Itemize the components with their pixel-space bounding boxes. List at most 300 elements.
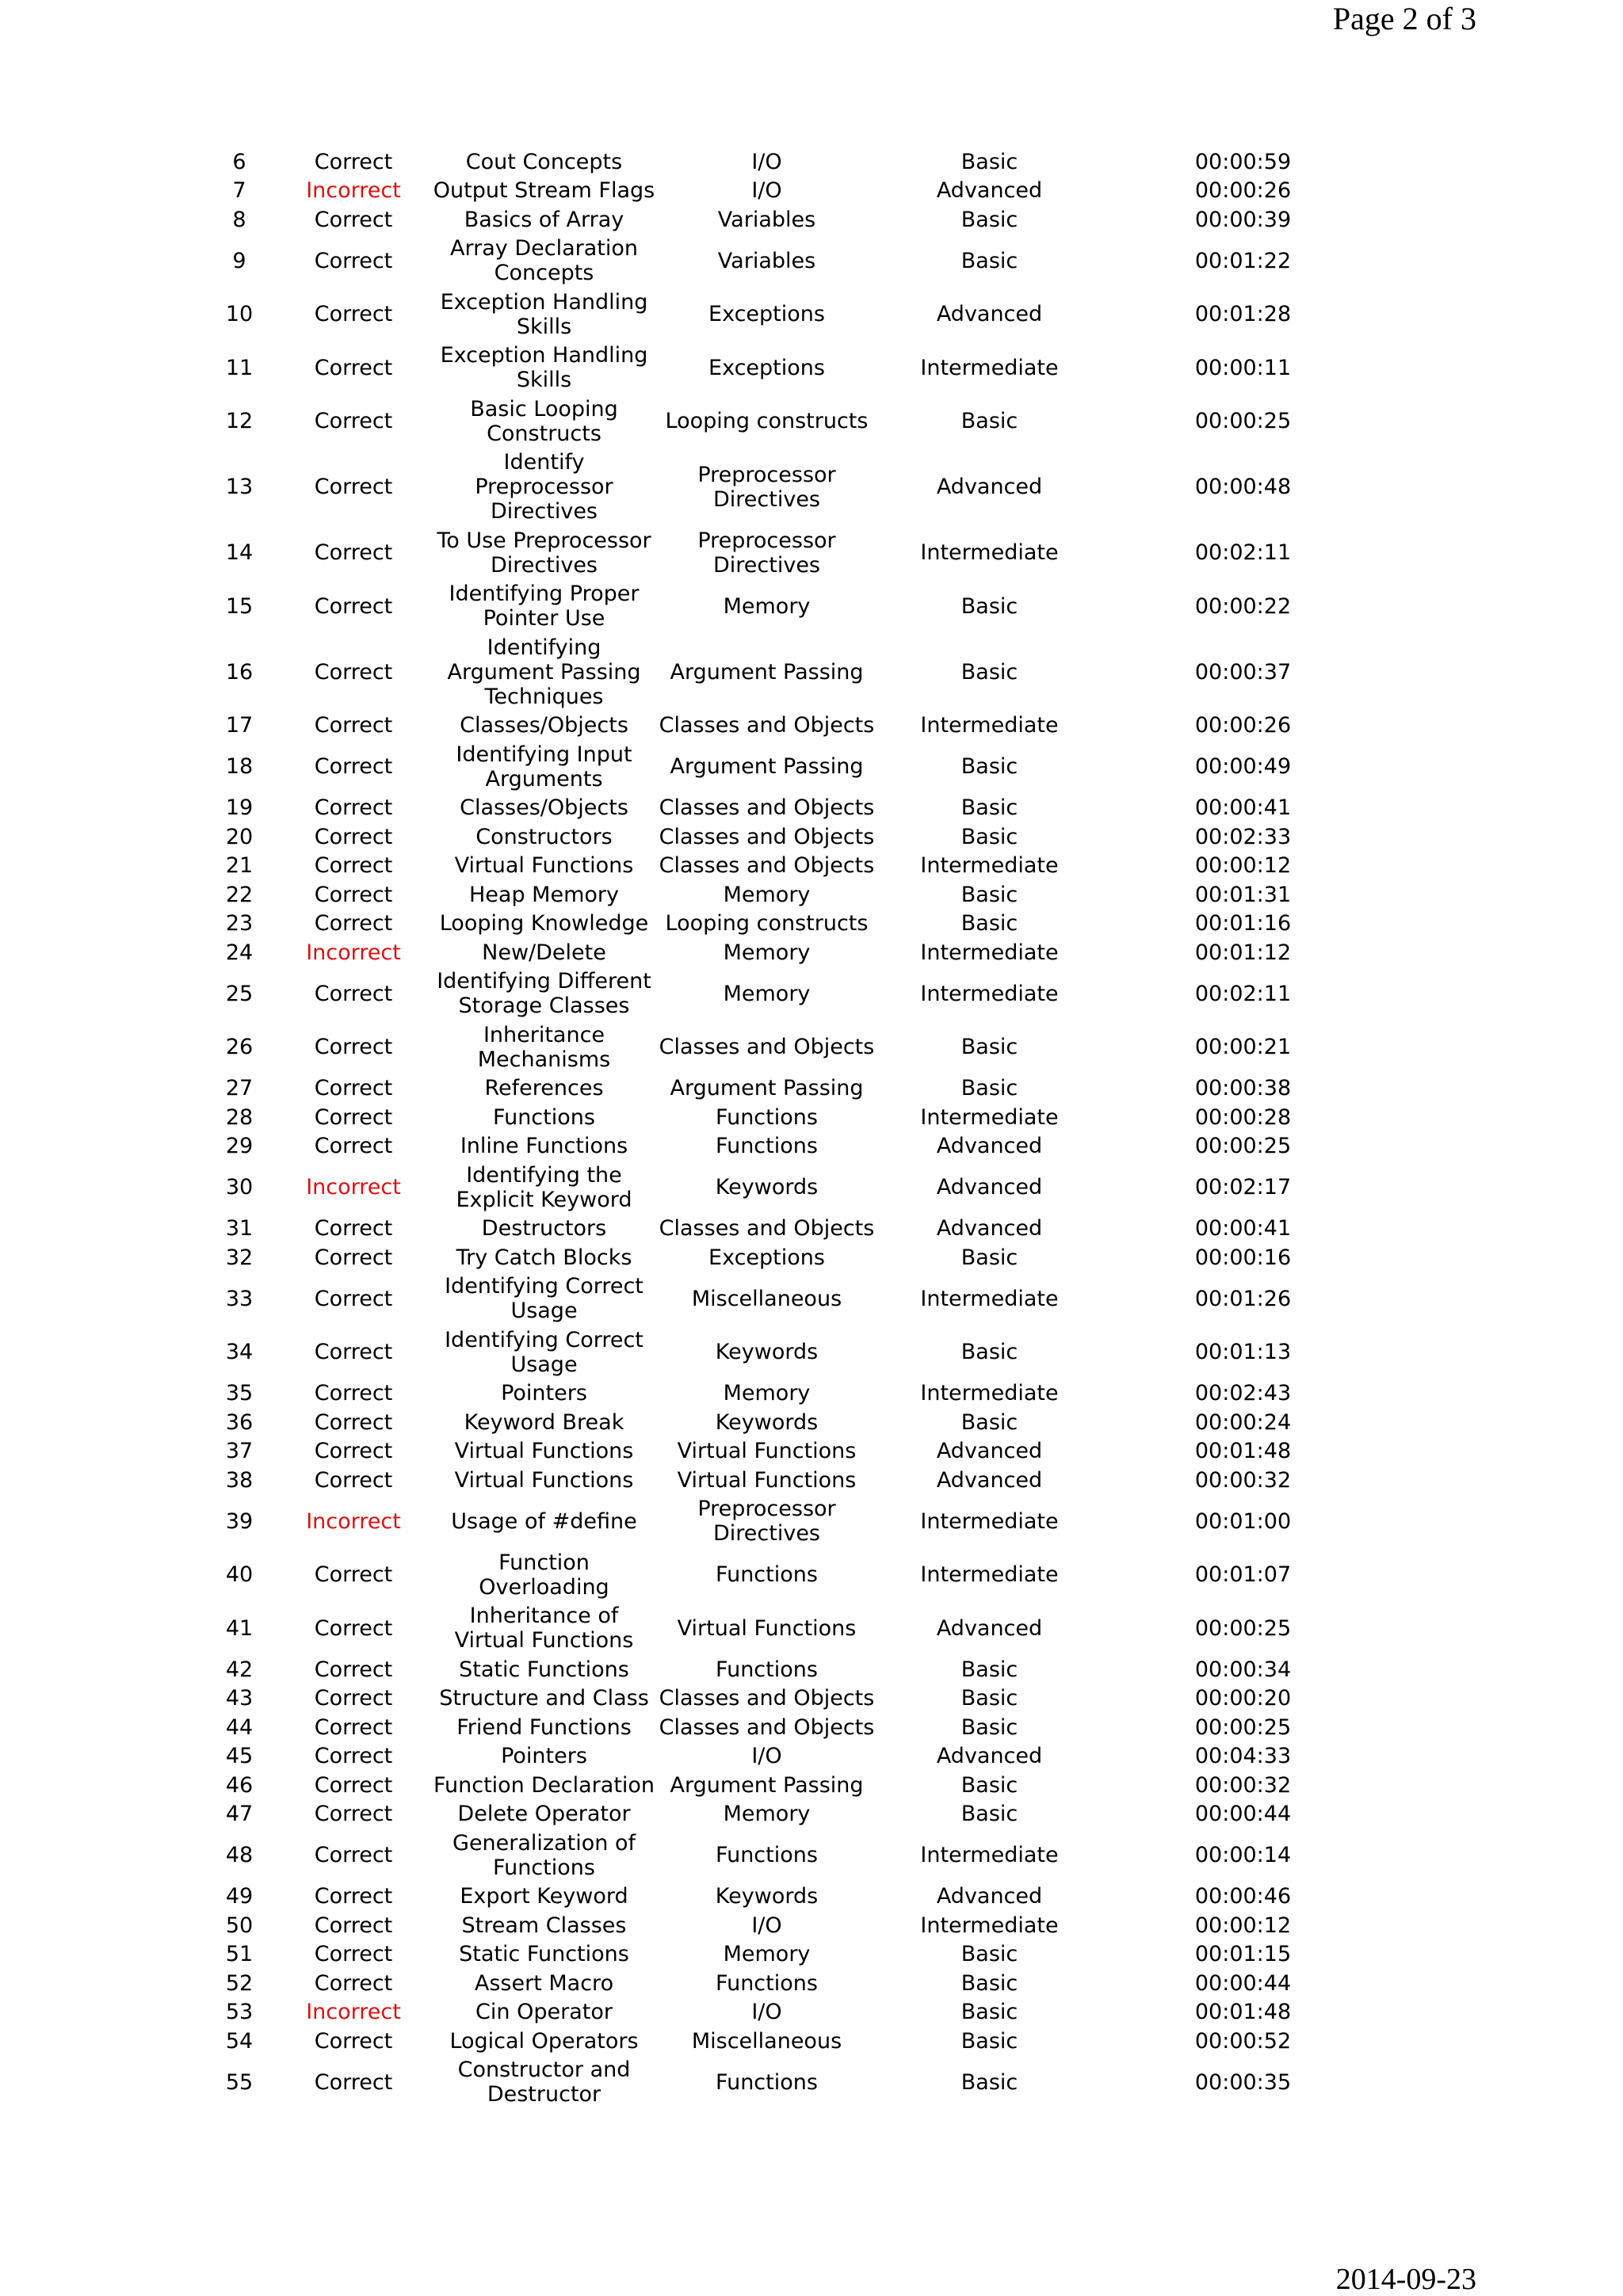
table-row <box>204 177 1385 206</box>
table-row <box>204 1074 1385 1104</box>
topic-cell: Cin Operator <box>475 2000 613 2025</box>
difficulty-cell: Basic <box>960 248 1018 273</box>
difficulty-cell: Intermediate <box>920 1104 1059 1130</box>
result-status: Correct <box>314 1884 393 1909</box>
topic-cell: Static Functions <box>459 1657 629 1682</box>
topic-cell: Inheritance Mechanisms <box>477 1022 611 1072</box>
time-taken: 00:01:48 <box>1194 1439 1292 1464</box>
result-status: Correct <box>314 1134 393 1159</box>
topic-cell: Functions <box>493 1104 595 1130</box>
table-row <box>204 147 1385 177</box>
difficulty-cell: Basic <box>960 1772 1018 1798</box>
time-taken: 00:00:16 <box>1194 1245 1292 1270</box>
question-number: 11 <box>225 355 254 380</box>
difficulty-cell: Basic <box>960 1340 1018 1365</box>
topic-cell: Identifying Proper Pointer Use <box>449 582 640 631</box>
time-taken: 00:00:25 <box>1194 1615 1292 1641</box>
time-taken: 00:00:12 <box>1194 1913 1292 1938</box>
difficulty-cell: Basic <box>960 824 1018 849</box>
result-status: Correct <box>314 409 393 434</box>
subject-cell: Virtual Functions <box>677 1467 857 1493</box>
result-status: Correct <box>314 1657 393 1682</box>
question-number: 32 <box>225 1245 254 1270</box>
subject-cell: Keywords <box>715 1409 819 1435</box>
difficulty-cell: Basic <box>960 207 1018 232</box>
subject-cell: Memory <box>723 1381 811 1406</box>
question-number: 35 <box>225 1381 254 1406</box>
question-number: 47 <box>225 1802 254 1827</box>
time-taken: 00:00:32 <box>1194 1467 1292 1493</box>
result-status: Incorrect <box>306 1508 401 1534</box>
subject-cell: Functions <box>716 1657 818 1682</box>
time-taken: 00:00:41 <box>1194 795 1292 821</box>
topic-cell: Export Keyword <box>460 1884 628 1909</box>
question-number: 12 <box>225 409 254 434</box>
topic-cell: Logical Operators <box>449 2028 639 2054</box>
table-row <box>204 1940 1385 1970</box>
subject-cell: Miscellaneous <box>691 2028 842 2054</box>
table-row <box>204 1998 1385 2027</box>
subject-cell: Exceptions <box>708 355 825 380</box>
time-taken: 00:01:26 <box>1194 1286 1292 1311</box>
question-number: 9 <box>232 248 246 273</box>
table-row <box>204 395 1385 448</box>
question-number: 44 <box>225 1714 254 1740</box>
topic-cell: Array Declaration Concepts <box>450 236 638 286</box>
question-number: 39 <box>225 1508 254 1534</box>
result-status: Correct <box>314 149 393 174</box>
result-status: Correct <box>314 1615 393 1641</box>
result-status: Correct <box>314 659 393 685</box>
subject-cell: I/O <box>751 1913 782 1938</box>
result-status: Incorrect <box>306 1175 401 1200</box>
result-status: Correct <box>314 2069 393 2095</box>
table-row <box>204 1103 1385 1132</box>
time-taken: 00:01:28 <box>1194 302 1292 327</box>
result-status: Correct <box>314 540 393 566</box>
topic-cell: Try Catch Blocks <box>456 1245 632 1270</box>
subject-cell: Argument Passing <box>670 659 864 685</box>
table-row <box>204 852 1385 881</box>
result-status: Correct <box>314 1714 393 1740</box>
subject-cell: Preprocessor Directives <box>697 1497 836 1547</box>
subject-cell: I/O <box>751 2000 782 2025</box>
time-taken: 00:01:13 <box>1194 1340 1292 1365</box>
topic-cell: Exception Handling Skills <box>440 343 648 393</box>
result-status: Correct <box>314 1970 393 1996</box>
time-taken: 00:00:11 <box>1194 355 1292 380</box>
time-taken: 00:00:25 <box>1194 1714 1292 1740</box>
topic-cell: Identifying Different Storage Classes <box>437 969 651 1019</box>
question-number: 25 <box>225 981 254 1006</box>
topic-cell: Identifying Correct Usage <box>445 1274 643 1324</box>
topic-cell: Function Declaration <box>433 1772 655 1798</box>
difficulty-cell: Basic <box>960 2000 1018 2025</box>
subject-cell: Functions <box>716 1134 818 1159</box>
subject-cell: Virtual Functions <box>677 1615 857 1641</box>
difficulty-cell: Basic <box>960 149 1018 174</box>
difficulty-cell: Basic <box>960 754 1018 780</box>
result-status: Correct <box>314 981 393 1006</box>
difficulty-cell: Basic <box>960 2028 1018 2054</box>
table-row <box>204 580 1385 634</box>
time-taken: 00:00:24 <box>1194 1409 1292 1435</box>
time-taken: 00:00:44 <box>1194 1970 1292 1996</box>
time-taken: 00:02:43 <box>1194 1381 1292 1406</box>
subject-cell: Memory <box>723 981 811 1006</box>
difficulty-cell: Basic <box>960 1714 1018 1740</box>
result-status: Incorrect <box>306 2000 401 2025</box>
result-status: Correct <box>314 1942 393 1967</box>
result-status: Correct <box>314 713 393 738</box>
topic-cell: Keyword Break <box>464 1409 624 1435</box>
difficulty-cell: Advanced <box>936 178 1043 204</box>
difficulty-cell: Basic <box>960 1035 1018 1060</box>
subject-cell: I/O <box>751 178 782 204</box>
subject-cell: Classes and Objects <box>659 795 875 821</box>
question-number: 48 <box>225 1843 254 1868</box>
result-status: Correct <box>314 2028 393 2054</box>
result-status: Correct <box>314 1340 393 1365</box>
time-taken: 00:02:17 <box>1194 1175 1292 1200</box>
difficulty-cell: Intermediate <box>920 1508 1059 1534</box>
footer-date: 2014-09-23 <box>1335 2263 1476 2296</box>
result-status: Correct <box>314 1216 393 1241</box>
table-row <box>204 910 1385 939</box>
time-taken: 00:04:33 <box>1194 1744 1292 1769</box>
subject-cell: Looping constructs <box>665 409 869 434</box>
topic-cell: Inheritance of Virtual Functions <box>454 1604 634 1653</box>
time-taken: 00:00:38 <box>1194 1076 1292 1101</box>
table-row <box>204 1655 1385 1684</box>
question-number: 8 <box>232 207 246 232</box>
table-row <box>204 1742 1385 1772</box>
topic-cell: Structure and Class <box>439 1686 649 1711</box>
topic-cell: Exception Handling Skills <box>440 289 648 339</box>
result-status: Correct <box>314 1409 393 1435</box>
table-row <box>204 740 1385 794</box>
question-number: 55 <box>225 2069 254 2095</box>
time-taken: 00:01:31 <box>1194 882 1292 907</box>
table-row <box>204 1602 1385 1656</box>
table-row <box>204 1548 1385 1602</box>
results-table-body <box>204 147 1385 2109</box>
time-taken: 00:01:16 <box>1194 911 1292 936</box>
question-number: 18 <box>225 754 254 780</box>
result-status: Correct <box>314 1772 393 1798</box>
time-taken: 00:01:00 <box>1194 1508 1292 1534</box>
topic-cell: Basics of Array <box>464 207 624 232</box>
result-status: Correct <box>314 795 393 821</box>
result-status: Correct <box>314 911 393 936</box>
difficulty-cell: Intermediate <box>920 355 1059 380</box>
question-number: 15 <box>225 593 254 619</box>
subject-cell: Classes and Objects <box>659 853 875 879</box>
question-number: 41 <box>225 1615 254 1641</box>
topic-cell: New/Delete <box>482 940 606 965</box>
result-status: Correct <box>314 207 393 232</box>
question-number: 36 <box>225 1409 254 1435</box>
topic-cell: Inline Functions <box>460 1134 628 1159</box>
topic-cell: Constructors <box>475 824 613 849</box>
time-taken: 00:02:11 <box>1194 540 1292 566</box>
table-row <box>204 1161 1385 1215</box>
question-number: 14 <box>225 540 254 566</box>
result-status: Correct <box>314 1035 393 1060</box>
topic-cell: Destructors <box>481 1216 607 1241</box>
time-taken: 00:00:20 <box>1194 1686 1292 1711</box>
question-number: 37 <box>225 1439 254 1464</box>
result-status: Correct <box>314 1843 393 1868</box>
time-taken: 00:01:07 <box>1194 1562 1292 1588</box>
question-number: 34 <box>225 1340 254 1365</box>
question-number: 54 <box>225 2028 254 2054</box>
question-number: 42 <box>225 1657 254 1682</box>
results-table <box>204 147 1385 2109</box>
subject-cell: Argument Passing <box>670 1772 864 1798</box>
result-status: Correct <box>314 355 393 380</box>
subject-cell: Memory <box>723 1942 811 1967</box>
subject-cell: Memory <box>723 593 811 619</box>
result-status: Correct <box>314 1286 393 1311</box>
question-number: 53 <box>225 2000 254 2025</box>
difficulty-cell: Basic <box>960 1802 1018 1827</box>
difficulty-cell: Basic <box>960 593 1018 619</box>
table-row <box>204 822 1385 852</box>
time-taken: 00:00:12 <box>1194 853 1292 879</box>
table-row <box>204 1969 1385 1998</box>
time-taken: 00:01:12 <box>1194 940 1292 965</box>
time-taken: 00:00:14 <box>1194 1843 1292 1868</box>
subject-cell: Memory <box>723 882 811 907</box>
subject-cell: Argument Passing <box>670 754 864 780</box>
table-row <box>204 341 1385 395</box>
difficulty-cell: Intermediate <box>920 540 1059 566</box>
difficulty-cell: Basic <box>960 659 1018 685</box>
topic-cell: To Use Preprocessor Directives <box>437 528 651 578</box>
difficulty-cell: Basic <box>960 1942 1018 1967</box>
time-taken: 00:00:34 <box>1194 1657 1292 1682</box>
table-row <box>204 1466 1385 1495</box>
time-taken: 00:00:28 <box>1194 1104 1292 1130</box>
time-taken: 00:00:35 <box>1194 2069 1292 2095</box>
difficulty-cell: Basic <box>960 882 1018 907</box>
subject-cell: Classes and Objects <box>659 824 875 849</box>
table-row <box>204 2056 1385 2110</box>
subject-cell: Functions <box>716 1104 818 1130</box>
table-row <box>204 1882 1385 1912</box>
table-row <box>204 1379 1385 1409</box>
difficulty-cell: Intermediate <box>920 1843 1059 1868</box>
time-taken: 00:00:49 <box>1194 754 1292 780</box>
question-number: 31 <box>225 1216 254 1241</box>
question-number: 21 <box>225 853 254 879</box>
topic-cell: Output Stream Flags <box>433 178 655 204</box>
difficulty-cell: Intermediate <box>920 1286 1059 1311</box>
subject-cell: Classes and Objects <box>659 1714 875 1740</box>
question-number: 19 <box>225 795 254 821</box>
subject-cell: Memory <box>723 940 811 965</box>
difficulty-cell: Intermediate <box>920 940 1059 965</box>
table-row <box>204 967 1385 1021</box>
table-row <box>204 1684 1385 1714</box>
difficulty-cell: Intermediate <box>920 853 1059 879</box>
topic-cell: References <box>484 1076 604 1101</box>
table-row <box>204 938 1385 967</box>
time-taken: 00:00:39 <box>1194 207 1292 232</box>
result-status: Correct <box>314 1802 393 1827</box>
question-number: 16 <box>225 659 254 685</box>
time-taken: 00:00:37 <box>1194 659 1292 685</box>
table-row <box>204 1215 1385 1244</box>
result-status: Correct <box>314 853 393 879</box>
subject-cell: Classes and Objects <box>659 1035 875 1060</box>
difficulty-cell: Basic <box>960 1657 1018 1682</box>
question-number: 27 <box>225 1076 254 1101</box>
result-status: Correct <box>314 1104 393 1130</box>
result-status: Correct <box>314 1467 393 1493</box>
difficulty-cell: Intermediate <box>920 713 1059 738</box>
question-number: 33 <box>225 1286 254 1311</box>
result-status: Correct <box>314 1562 393 1588</box>
time-taken: 00:01:15 <box>1194 1942 1292 1967</box>
table-row <box>204 448 1385 527</box>
time-taken: 00:00:26 <box>1194 713 1292 738</box>
result-status: Correct <box>314 1439 393 1464</box>
topic-cell: Friend Functions <box>456 1714 632 1740</box>
table-row <box>204 794 1385 823</box>
subject-cell: Classes and Objects <box>659 713 875 738</box>
subject-cell: Functions <box>716 2069 818 2095</box>
time-taken: 00:00:25 <box>1194 409 1292 434</box>
difficulty-cell: Basic <box>960 1245 1018 1270</box>
subject-cell: I/O <box>751 1744 782 1769</box>
question-number: 38 <box>225 1467 254 1493</box>
topic-cell: Cout Concepts <box>465 149 623 174</box>
subject-cell: Miscellaneous <box>691 1286 842 1311</box>
question-number: 17 <box>225 713 254 738</box>
topic-cell: Heap Memory <box>469 882 619 907</box>
table-row <box>204 1800 1385 1829</box>
subject-cell: Keywords <box>715 1175 819 1200</box>
time-taken: 00:00:22 <box>1194 593 1292 619</box>
difficulty-cell: Intermediate <box>920 1562 1059 1588</box>
subject-cell: Classes and Objects <box>659 1686 875 1711</box>
question-number: 52 <box>225 1970 254 1996</box>
topic-cell: Identify Preprocessor Directives <box>475 450 613 524</box>
topic-cell: Assert Macro <box>474 1970 614 1996</box>
question-number: 46 <box>225 1772 254 1798</box>
table-row <box>204 633 1385 711</box>
subject-cell: Exceptions <box>708 1245 825 1270</box>
topic-cell: Looping Knowledge <box>439 911 649 936</box>
topic-cell: Identifying Input Arguments <box>456 742 632 791</box>
topic-cell: Function Overloading <box>479 1550 609 1600</box>
question-number: 10 <box>225 302 254 327</box>
subject-cell: Looping constructs <box>665 911 869 936</box>
result-status: Correct <box>314 1686 393 1711</box>
question-number: 24 <box>225 940 254 965</box>
topic-cell: Static Functions <box>459 1942 629 1967</box>
difficulty-cell: Basic <box>960 409 1018 434</box>
result-status: Correct <box>314 1744 393 1769</box>
topic-cell: Identifying Correct Usage <box>445 1327 643 1377</box>
time-taken: 00:00:21 <box>1194 1035 1292 1060</box>
subject-cell: Preprocessor Directives <box>697 462 836 512</box>
table-row <box>204 711 1385 741</box>
question-number: 20 <box>225 824 254 849</box>
difficulty-cell: Intermediate <box>920 981 1059 1006</box>
difficulty-cell: Basic <box>960 911 1018 936</box>
subject-cell: Variables <box>717 207 816 232</box>
difficulty-cell: Advanced <box>936 475 1043 500</box>
difficulty-cell: Intermediate <box>920 1913 1059 1938</box>
time-taken: 00:00:48 <box>1194 475 1292 500</box>
time-taken: 00:00:41 <box>1194 1216 1292 1241</box>
table-row <box>204 1020 1385 1074</box>
topic-cell: Usage of #define <box>451 1508 637 1534</box>
subject-cell: Classes and Objects <box>659 1216 875 1241</box>
topic-cell: Identifying Argument Passing Techniques <box>447 635 641 709</box>
result-status: Correct <box>314 1913 393 1938</box>
table-row <box>204 1437 1385 1466</box>
question-number: 22 <box>225 882 254 907</box>
result-status: Correct <box>314 1381 393 1406</box>
topic-cell: Classes/Objects <box>460 795 628 821</box>
result-status: Incorrect <box>306 178 401 204</box>
question-number: 23 <box>225 911 254 936</box>
question-number: 50 <box>225 1913 254 1938</box>
table-row <box>204 526 1385 580</box>
question-number: 7 <box>232 178 246 204</box>
topic-cell: Virtual Functions <box>454 853 634 879</box>
table-row <box>204 1771 1385 1800</box>
difficulty-cell: Advanced <box>936 1175 1043 1200</box>
difficulty-cell: Intermediate <box>920 1381 1059 1406</box>
subject-cell: Argument Passing <box>670 1076 864 1101</box>
table-row <box>204 880 1385 910</box>
difficulty-cell: Basic <box>960 2069 1018 2095</box>
difficulty-cell: Advanced <box>936 302 1043 327</box>
difficulty-cell: Advanced <box>936 1134 1043 1159</box>
topic-cell: Pointers <box>501 1744 587 1769</box>
difficulty-cell: Advanced <box>936 1884 1043 1909</box>
table-row <box>204 1713 1385 1742</box>
difficulty-cell: Basic <box>960 1409 1018 1435</box>
question-number: 26 <box>225 1035 254 1060</box>
question-number: 51 <box>225 1942 254 1967</box>
question-number: 49 <box>225 1884 254 1909</box>
question-number: 29 <box>225 1134 254 1159</box>
difficulty-cell: Basic <box>960 795 1018 821</box>
topic-cell: Virtual Functions <box>454 1439 634 1464</box>
time-taken: 00:02:11 <box>1194 981 1292 1006</box>
time-taken: 00:00:52 <box>1194 2028 1292 2054</box>
topic-cell: Pointers <box>501 1381 587 1406</box>
difficulty-cell: Advanced <box>936 1615 1043 1641</box>
table-row <box>204 1272 1385 1326</box>
result-status: Correct <box>314 882 393 907</box>
topic-cell: Delete Operator <box>457 1802 631 1827</box>
result-status: Correct <box>314 302 393 327</box>
difficulty-cell: Advanced <box>936 1439 1043 1464</box>
question-number: 45 <box>225 1744 254 1769</box>
table-row <box>204 1243 1385 1272</box>
difficulty-cell: Advanced <box>936 1467 1043 1493</box>
question-number: 6 <box>232 149 246 174</box>
subject-cell: Functions <box>716 1562 818 1588</box>
subject-cell: Functions <box>716 1970 818 1996</box>
